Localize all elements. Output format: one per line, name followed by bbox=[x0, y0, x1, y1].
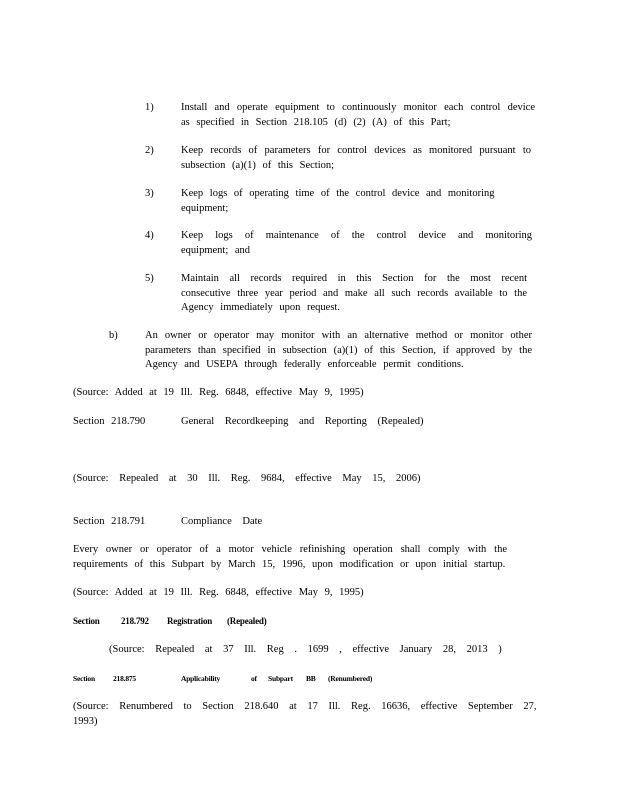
section-title-subpart: Subpart bbox=[268, 674, 293, 683]
section-paragraph: Every owner or operator of a motor vehicle refinishing operation shall comply with the requirements of this Subpart by March 15, 1996, upon modification or upon initial startup. bbox=[73, 544, 514, 570]
list-item-text: Keep logs of maintenance of the control device and monitoring equipment; and bbox=[181, 230, 539, 256]
section-title-of: of bbox=[251, 674, 257, 683]
list-item-text: Install and operate equipment to continuously monitor each control device as specified in Section 218.105 (d) (2) (A) of this Part; bbox=[181, 102, 542, 128]
source-note: (Source: Repealed at 30 Ill. Reg. 9684, effective May 15, 2006) bbox=[73, 473, 421, 484]
list-item-text: Keep records of parameters for control devices as monitored pursuant to subsection (a)(1) of this Section; bbox=[181, 145, 538, 171]
section-number: Section bbox=[73, 674, 95, 683]
source-note: (Source: Added at 19 Ill. Reg. 6848, effective May 9, 1995) bbox=[73, 387, 364, 398]
section-number: Section 218.790 bbox=[73, 416, 146, 427]
list-item-text: Maintain all records required in this Section for the most recent consecutive three year period and make all such records available to the Agency immediately upon request. bbox=[181, 273, 534, 313]
list-number: 3) bbox=[145, 188, 154, 199]
list-number: 2) bbox=[145, 145, 154, 156]
section-title-bb: BB bbox=[306, 674, 316, 683]
source-note: (Source: Added at 19 Ill. Reg. 6848, effective May 9, 1995) bbox=[73, 587, 364, 598]
section-status: (Repealed) bbox=[227, 616, 267, 626]
section-title: Registration bbox=[167, 616, 213, 626]
section-number: Section bbox=[73, 616, 100, 626]
list-number: 5) bbox=[145, 273, 154, 284]
section-number-value: 218.792 bbox=[121, 616, 149, 626]
list-letter: b) bbox=[109, 330, 118, 341]
section-title: General Recordkeeping and Reporting (Repealed) bbox=[181, 416, 424, 427]
list-item-text: Keep logs of operating time of the control device and monitoring equipment; bbox=[181, 188, 502, 214]
list-number: 4) bbox=[145, 230, 154, 241]
list-item-text: An owner or operator may monitor with an alternative method or monitor other parameters than specified in subsection (a)(1) of this Section, if approved by the Agency and USEPA through federally enforceable permit conditions. bbox=[145, 330, 539, 370]
section-title: Compliance Date bbox=[181, 516, 263, 527]
source-note: (Source: Repealed at 37 Ill. Reg . 1699 , effective January 28, 2013 ) bbox=[109, 644, 502, 655]
section-number: Section 218.791 bbox=[73, 516, 146, 527]
source-note: (Source: Renumbered to Section 218.640 at 17 Ill. Reg. 16636, effective September 27, 1993) bbox=[73, 701, 548, 727]
section-number-value: 218.875 bbox=[113, 674, 136, 683]
section-title: Applicability bbox=[181, 674, 221, 683]
section-status: (Renumbered) bbox=[328, 674, 373, 683]
list-number: 1) bbox=[145, 102, 154, 113]
